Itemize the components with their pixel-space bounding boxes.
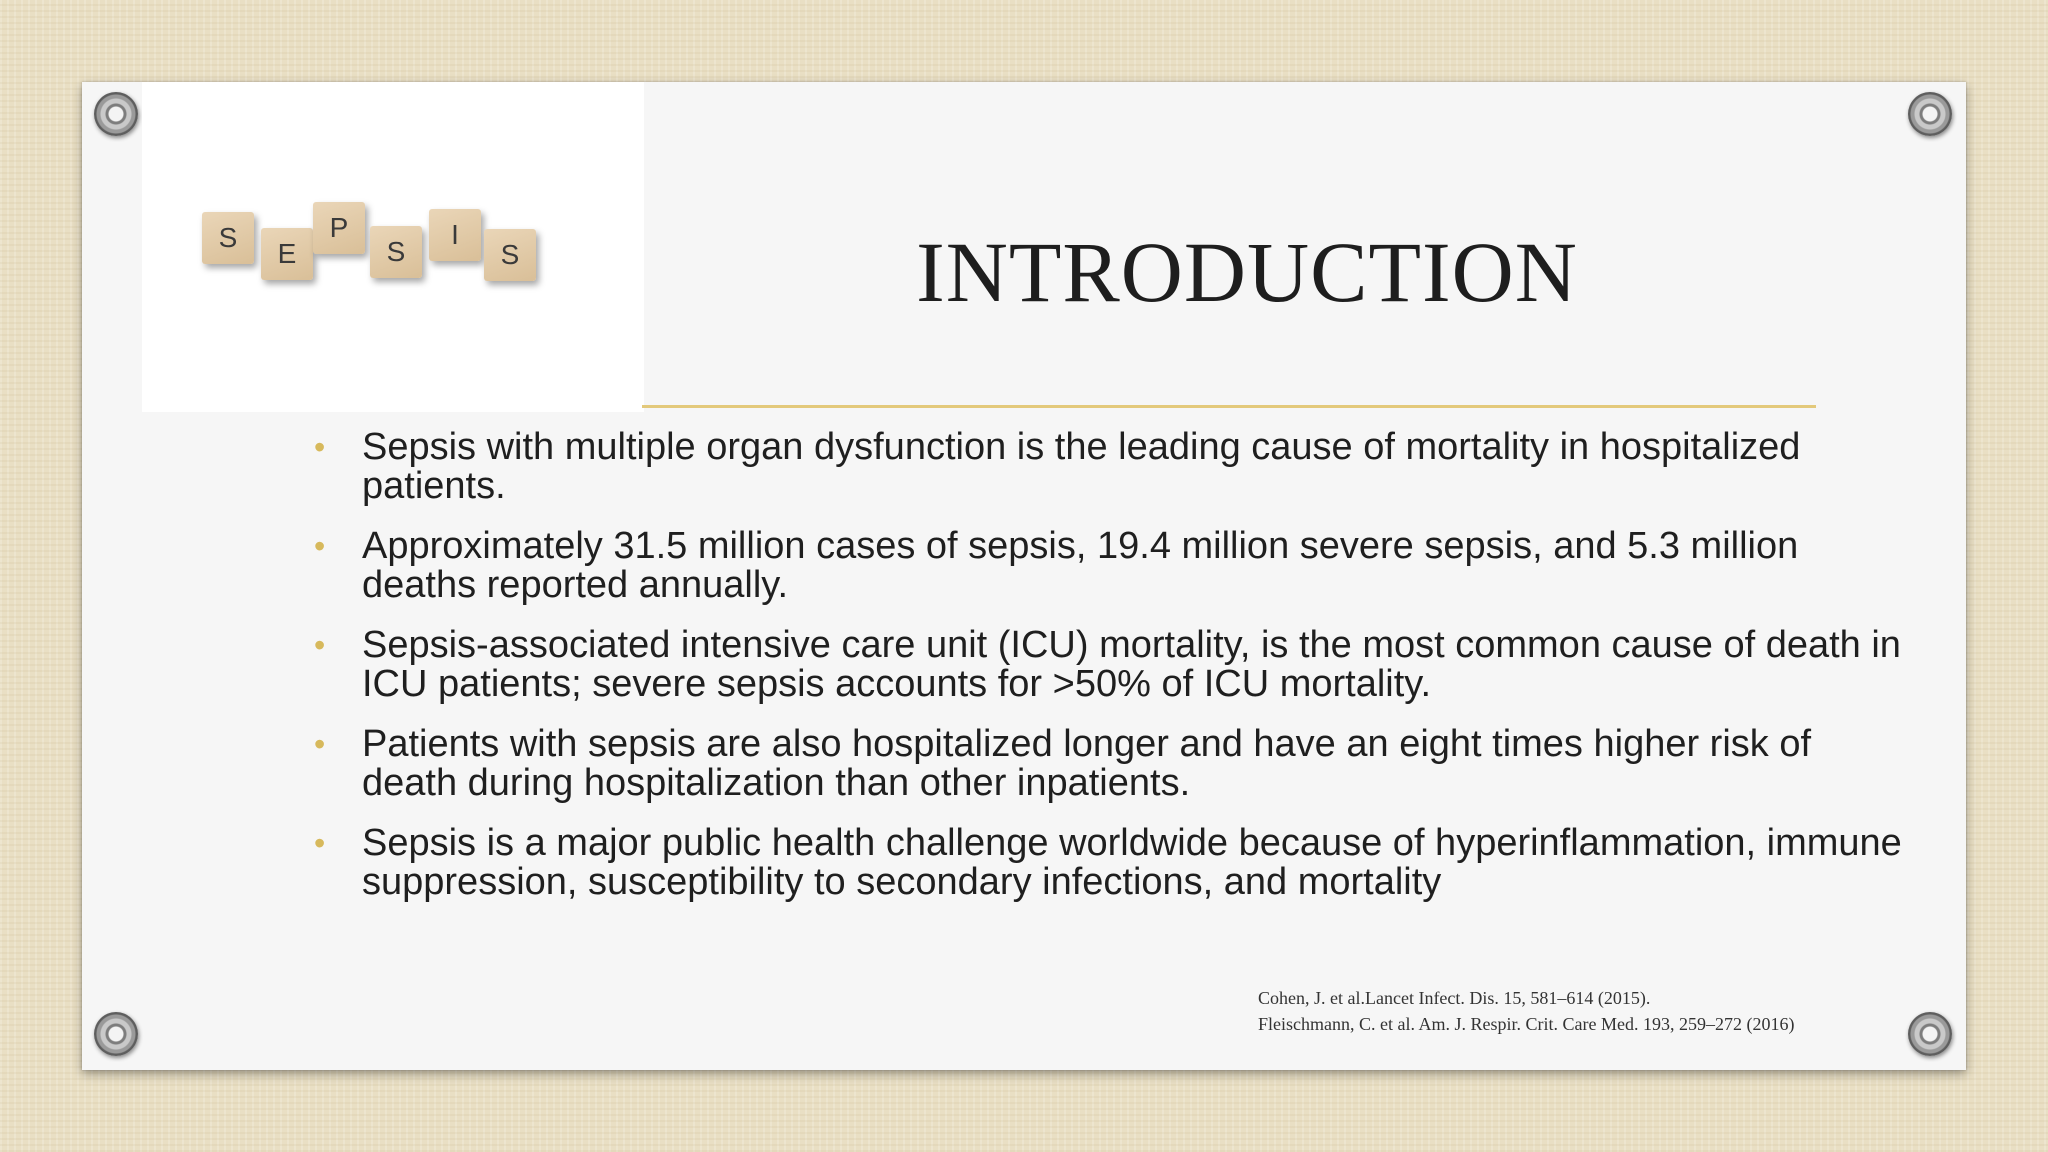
slide-title: INTRODUCTION — [916, 224, 1578, 320]
reference-line: Cohen, J. et al.Lancet Infect. Dis. 15, 581–614 (2015). — [1258, 988, 1651, 1008]
bullet-item — [262, 527, 1902, 605]
reference-line: Fleischmann, C. et al. Am. J. Respir. Crit. Care Med. 193, 259–272 (2016) — [1258, 1014, 1795, 1034]
bullet-icon: • — [314, 627, 326, 663]
pushpin-icon — [94, 1012, 138, 1056]
bullet-item — [262, 824, 1902, 902]
bullet-text: Approximately 31.5 million cases of sepsis, 19.4 million severe sepsis, and 5.3 million deaths reported annually. — [362, 525, 1799, 606]
bullet-list — [262, 428, 1902, 923]
bullet-item — [262, 626, 1902, 704]
bullet-icon: • — [314, 825, 326, 861]
bullet-item — [262, 725, 1902, 803]
bullet-icon: • — [314, 528, 326, 564]
title-divider — [642, 405, 1816, 408]
pushpin-icon — [1908, 1012, 1952, 1056]
pushpin-icon — [1908, 92, 1952, 136]
references — [1258, 985, 1794, 1037]
slide — [82, 82, 1966, 1070]
bullet-text: Sepsis-associated intensive care unit (ICU) mortality, is the most common cause of death in ICU patients; severe sepsis accounts for >50% of ICU mortality. — [362, 624, 1901, 705]
bullet-text: Sepsis with multiple organ dysfunction is the leading cause of mortality in hospitalized patients. — [362, 426, 1801, 507]
bullet-text: Patients with sepsis are also hospitalized longer and have an eight times higher risk of death during hospitalization than other inpatients. — [362, 723, 1812, 804]
letter-tile: E — [261, 228, 313, 280]
bullet-text: Sepsis is a major public health challenge worldwide because of hyperinflammation, immune suppression, susceptibility to secondary infections, and mortality — [362, 822, 1902, 903]
letter-tile: S — [484, 229, 536, 281]
bullet-icon: • — [314, 429, 326, 465]
letter-tile: I — [429, 209, 481, 261]
pushpin-icon — [94, 92, 138, 136]
letter-tile: S — [370, 226, 422, 278]
bullet-icon: • — [314, 726, 326, 762]
letter-tile: S — [202, 212, 254, 264]
sepsis-tiles-image — [142, 82, 644, 412]
bullet-item — [262, 428, 1902, 506]
letter-tile: P — [313, 202, 365, 254]
